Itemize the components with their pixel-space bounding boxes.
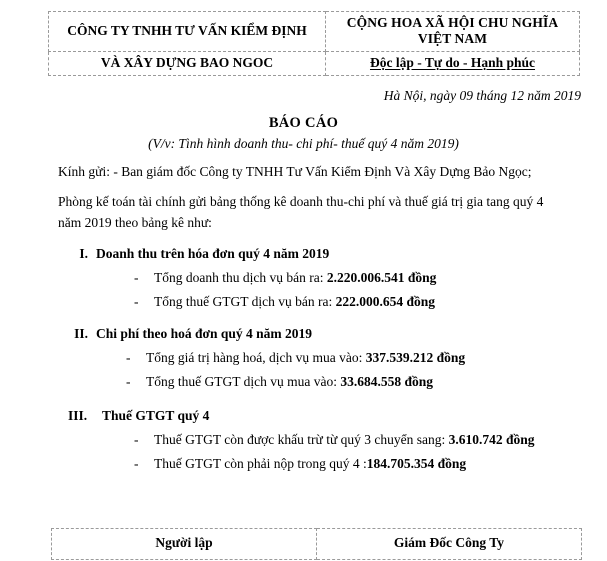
- signature-table: [51, 528, 582, 560]
- list-item-text: [154, 456, 578, 472]
- bullet-dash-icon: -: [134, 432, 139, 447]
- list-item-text: [146, 374, 578, 390]
- signer-label-preparer: Người lập: [52, 529, 317, 560]
- page-subtitle: (V/v: Tình hình doanh thu- chi phí- thuế quý 4 năm 2019): [148, 136, 459, 151]
- list-item: [58, 270, 578, 286]
- list-item-amount: 222.000.654 đồng: [335, 294, 435, 309]
- page-title: BÁO CÁO: [268, 115, 339, 131]
- section-2-heading: [58, 326, 578, 342]
- company-name-line2: VÀ XÂY DỰNG BAO NGOC: [49, 51, 326, 75]
- list-item-text: [146, 350, 578, 366]
- list-item: [58, 294, 578, 310]
- list-item-amount: 184.705.354 đồng: [366, 456, 467, 471]
- list-item: [58, 350, 578, 366]
- section-3: [58, 408, 578, 472]
- list-item-label: Tổng doanh thu dịch vụ bán ra:: [154, 270, 327, 285]
- section-1-heading: [58, 246, 578, 262]
- list-item-text: [154, 270, 578, 286]
- signer-label-director: Giám Đốc Công Ty: [317, 529, 582, 560]
- list-item-label: Tổng giá trị hàng hoá, dịch vụ mua vào:: [146, 350, 366, 365]
- list-item-label: Tổng thuế GTGT dịch vụ mua vào:: [146, 374, 341, 389]
- bullet-dash-icon: -: [134, 294, 139, 309]
- company-name-line1: CÔNG TY TNHH TƯ VẤN KIỂM ĐỊNH: [49, 12, 326, 52]
- date-line: Hà Nội, ngày 09 tháng 12 năm 2019: [383, 88, 581, 103]
- list-item-amount: 33.684.558 đồng: [340, 374, 433, 389]
- list-item: [58, 432, 578, 448]
- section-3-title: Thuế GTGT quý 4: [102, 408, 210, 423]
- section-1-title: Doanh thu trên hóa đơn quý 4 năm 2019: [96, 246, 330, 261]
- bullet-dash-icon: -: [126, 350, 131, 365]
- intro-paragraph: Phòng kế toán tài chính gửi bảng thống kê doanh thu-chi phí và thuế giá trị gia tang quý 4 năm 2019 theo bảng kê như:: [58, 194, 544, 230]
- section-3-number: III.: [68, 408, 88, 423]
- nation-name: CỘNG HOA XÃ HỘI CHU NGHĨA VIỆT NAM: [326, 12, 580, 52]
- section-3-heading: [58, 408, 578, 424]
- nation-motto: [326, 51, 580, 75]
- list-item-label: Thuế GTGT còn được khấu trừ từ quý 3 chuyển sang:: [154, 432, 449, 447]
- section-1: [58, 246, 578, 310]
- bullet-dash-icon: -: [134, 270, 139, 285]
- list-item-text: [154, 294, 578, 310]
- header-row-motto: [49, 51, 580, 75]
- list-item-label: Thuế GTGT còn phải nộp trong quý 4 :: [154, 456, 367, 471]
- document-header-table: [48, 11, 580, 76]
- section-2-title: Chi phí theo hoá đơn quý 4 năm 2019: [96, 326, 313, 341]
- list-item: [58, 374, 578, 390]
- list-item-amount: 3.610.742 đồng: [448, 432, 535, 447]
- bullet-dash-icon: -: [126, 374, 131, 389]
- section-1-number: I.: [79, 246, 88, 261]
- nation-motto-text: Độc lập - Tự do - Hạnh phúc: [369, 54, 536, 70]
- list-item-amount: 337.539.212 đồng: [365, 350, 466, 365]
- signature-header-row: [52, 529, 582, 560]
- list-item-label: Tổng thuế GTGT dịch vụ bán ra:: [154, 294, 336, 309]
- bullet-dash-icon: -: [134, 456, 139, 471]
- list-item: [58, 456, 578, 472]
- recipient-paragraph: Kính gửi: - Ban giám đốc Công ty TNHH Tư Vấn Kiểm Định Và Xây Dựng Bảo Ngọc;: [58, 164, 532, 179]
- list-item-text: [154, 432, 578, 448]
- list-item-amount: 2.220.006.541 đồng: [326, 270, 437, 285]
- header-row-organization: [49, 12, 580, 52]
- section-2: [58, 326, 578, 390]
- section-2-number: II.: [74, 326, 88, 341]
